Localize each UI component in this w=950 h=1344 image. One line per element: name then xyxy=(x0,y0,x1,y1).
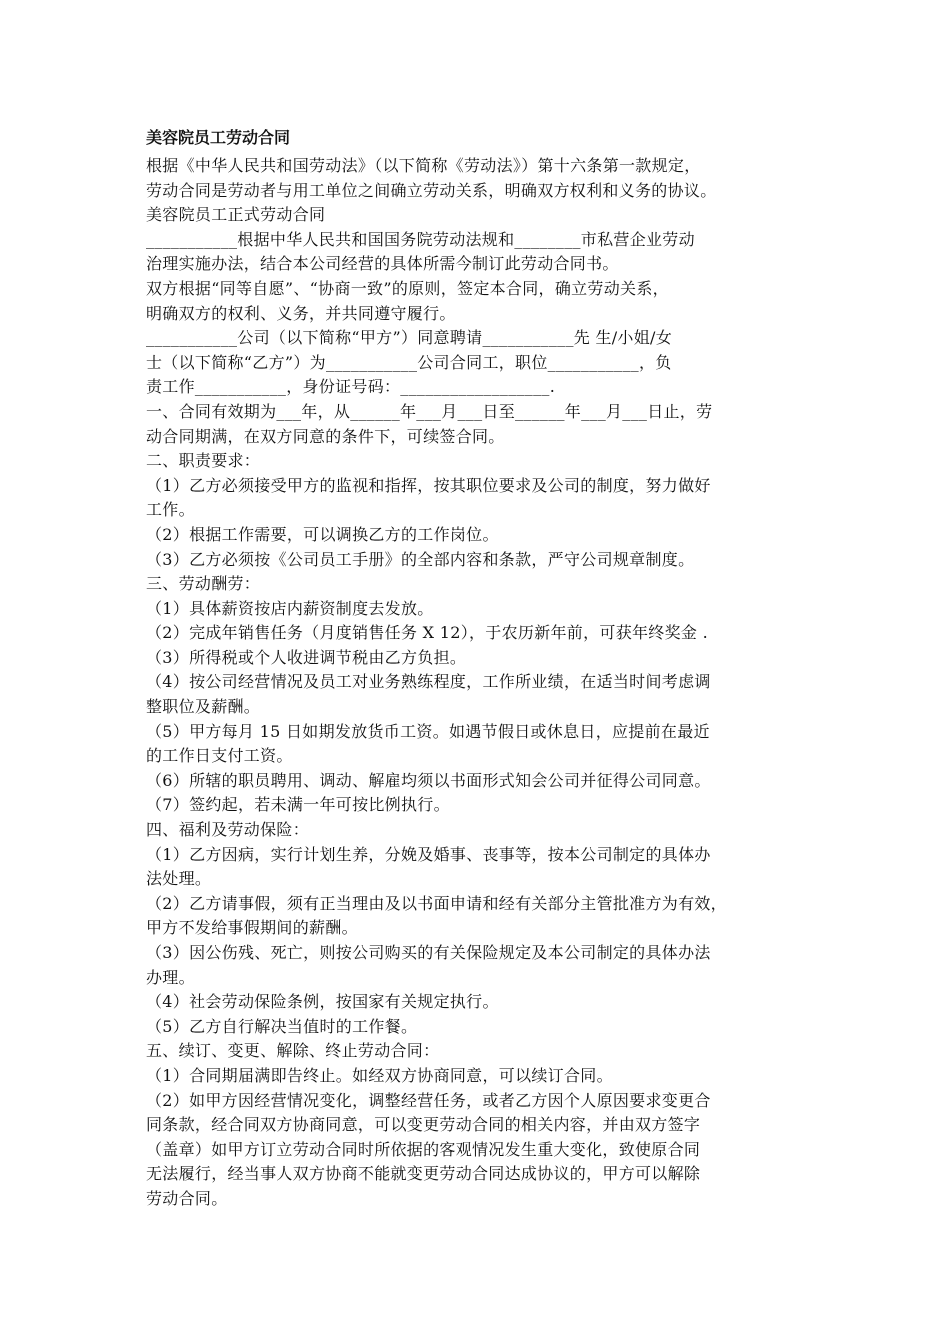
document-line: （5）甲方每月 15 日如期发放货币工资。如遇节假日或休息日，应提前在最近 xyxy=(146,721,710,741)
document-line: （5）乙方自行解决当值时的工作餐。 xyxy=(146,1016,418,1036)
document-line: 甲方不发给事假期间的薪酬。 xyxy=(146,918,358,938)
document-line: （1）具体薪资按店内薪资制度去发放。 xyxy=(146,598,434,618)
document-line: 治理实施办法，结合本公司经营的具体所需今制订此劳动合同书。 xyxy=(146,254,619,274)
document-line: 办理。 xyxy=(146,967,195,987)
document-line: （2）根据工作需要，可以调换乙方的工作岗位。 xyxy=(146,524,499,544)
document-line: （1）乙方因病，实行计划生养，分娩及婚事、丧事等，按本公司制定的具体办 xyxy=(146,844,711,864)
document-line: （2）乙方请事假，须有正当理由及以书面申请和经有关部分主管批准方为有效， xyxy=(146,893,727,913)
document-line: （盖章）如甲方订立劳动合同时所依据的客观情况发生重大变化，致使原合同 xyxy=(146,1139,701,1159)
document-line: 劳动合同。 xyxy=(146,1188,228,1208)
document-line: 责工作___________，身份证号码：__________________. xyxy=(146,377,556,397)
document-body xyxy=(146,154,818,1212)
document-line: （2）如甲方因经营情况变化，调整经营任务，或者乙方因个人原因要求变更合 xyxy=(146,1090,711,1110)
document-line: 明确双方的权利、义务，并共同遵守履行。 xyxy=(146,303,456,323)
document-line: （4）按公司经营情况及员工对业务熟练程度，工作所业绩，在适当时间考虑调 xyxy=(146,672,711,692)
document-line: 双方根据“同等自愿”、“协商一致”的原则，签定本合同，确立劳动关系， xyxy=(146,278,669,298)
document-line: （3）乙方必须按《公司员工手册》的全部内容和条款，严守公司规章制度。 xyxy=(146,549,695,569)
document-line: （2）完成年销售任务（月度销售任务 X 12），于农历新年前，可获年终奖金 . xyxy=(146,623,708,643)
document-line: 四、福利及劳动保险： xyxy=(146,820,310,840)
document-line: （7）签约起，若未满一年可按比例执行。 xyxy=(146,795,450,815)
document-line: 一、合同有效期为___年，从______年___月___日至______年___月___日止，劳 xyxy=(146,401,713,421)
document-page xyxy=(146,126,818,1212)
document-line: 法处理。 xyxy=(146,869,212,889)
document-line: 工作。 xyxy=(146,500,195,520)
document-line: （3）所得税或个人收进调节税由乙方负担。 xyxy=(146,647,467,667)
document-line: 整职位及薪酬。 xyxy=(146,697,261,717)
document-line: 同条款，经合同双方协商同意，可以变更劳动合同的相关内容，并由双方签字 xyxy=(146,1115,701,1135)
document-line: 士（以下简称“乙方”）为___________公司合同工，职位___________，负 xyxy=(146,352,672,372)
document-line: 美容院员工正式劳动合同 xyxy=(146,205,326,225)
document-line: 二、职责要求： xyxy=(146,451,261,471)
document-line: ___________根据中华人民共和国国务院劳动法规和________市私营企业劳动 xyxy=(146,229,695,249)
document-line: 三、劳动酬劳： xyxy=(146,574,261,594)
document-line: （1）合同期届满即告终止。如经双方协商同意，可以续订合同。 xyxy=(146,1065,613,1085)
document-line: 的工作日支付工资。 xyxy=(146,746,293,766)
document-line: 劳动合同是劳动者与用工单位之间确立劳动关系，明确双方权利和义务的协议。 xyxy=(146,180,717,200)
document-title: 美容院员工劳动合同 xyxy=(146,128,291,147)
document-line: （6）所辖的职员聘用、调动、解雇均须以书面形式知会公司并征得公司同意。 xyxy=(146,770,711,790)
document-line: 五、续订、变更、解除、终止劳动合同： xyxy=(146,1041,440,1061)
document-line: 无法履行，经当事人双方协商不能就变更劳动合同达成协议的，甲方可以解除 xyxy=(146,1164,701,1184)
document-line: ___________公司（以下简称“甲方”）同意聘请___________先 生/小姐/女 xyxy=(146,328,673,348)
document-line: 动合同期满，在双方同意的条件下，可续签合同。 xyxy=(146,426,505,446)
document-line: 根据《中华人民共和国劳动法》（以下简称《劳动法》）第十六条第一款规定， xyxy=(146,156,701,175)
document-line: （1）乙方必须接受甲方的监视和指挥，按其职位要求及公司的制度，努力做好 xyxy=(146,475,711,495)
document-line: （4）社会劳动保险条例，按国家有关规定执行。 xyxy=(146,992,499,1012)
document-line: （3）因公伤残、死亡，则按公司购买的有关保险规定及本公司制定的具体办法 xyxy=(146,943,711,962)
